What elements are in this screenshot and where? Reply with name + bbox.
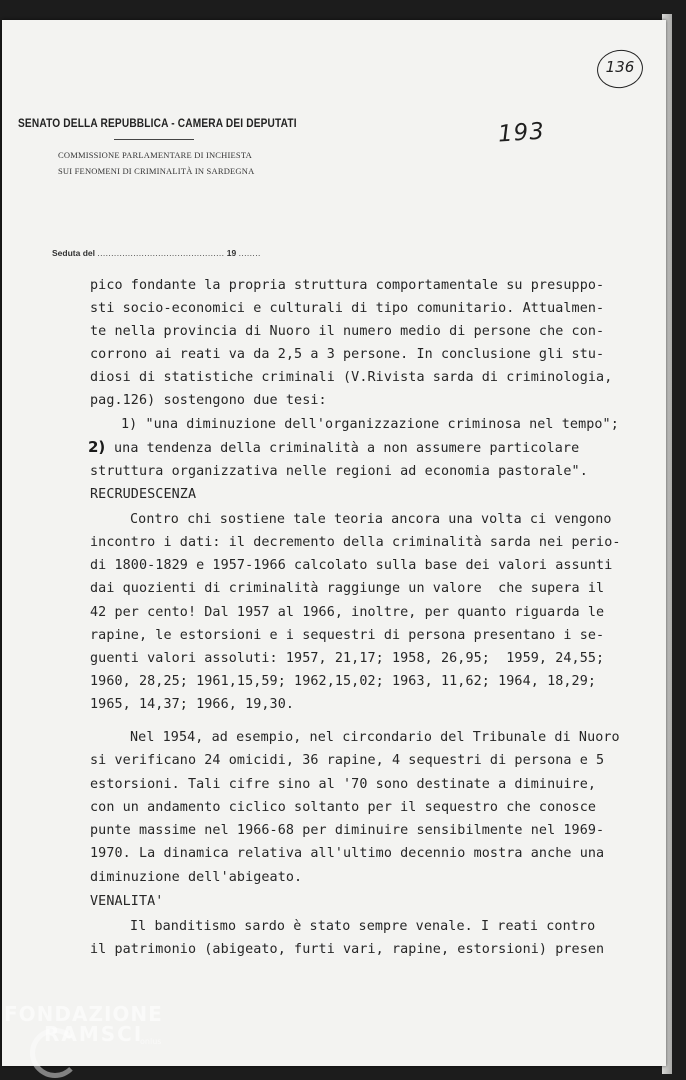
text-line: estorsioni. Tali cifre sino al '70 sono destinate a diminuire,: [90, 777, 597, 792]
text-line: con un andamento ciclico soltanto per il sequestro che conosce: [90, 800, 597, 815]
text-line: rapine, le estorsioni e i sequestri di persona presentano i se-: [90, 628, 605, 643]
text-line: diosi di statistiche criminali (V.Rivista sarda di criminologia,: [90, 370, 613, 385]
text-line: Il banditismo sardo è stato sempre venale. I reati contro: [130, 919, 596, 934]
seduta-year-dots: ........: [238, 248, 261, 258]
watermark: [4, 1004, 163, 1046]
seduta-dots: ..............................................: [97, 248, 225, 258]
text-line: guenti valori assoluti: 1957, 21,17; 1958, 26,95; 1959, 24,55;: [90, 651, 605, 666]
section-heading: VENALITA': [90, 894, 164, 909]
watermark-line-1: FONDAZIONE: [4, 1002, 163, 1026]
text-line: sti socio-economici e culturali di tipo comunitario. Attualmen-: [90, 301, 605, 316]
commission-line-1: COMMISSIONE PARLAMENTARE DI INCHIESTA: [58, 150, 252, 160]
institution-header: SENATO DELLA REPUBBLICA - CAMERA DEI DEPUTATI: [18, 118, 297, 130]
text-line: 1960, 28,25; 1961,15,59; 1962,15,02; 1963, 11,62; 1964, 18,29;: [90, 674, 597, 689]
text-line: Contro chi sostiene tale teoria ancora una volta ci vengono: [130, 512, 612, 527]
handwritten-point-marker: 2): [88, 438, 106, 456]
text-line: punte massime nel 1966-68 per diminuire sensibilmente nel 1969-: [90, 823, 605, 838]
text-line: una tendenza della criminalità a non assumere particolare: [114, 441, 580, 456]
text-line: 1965, 14,37; 1966, 19,30.: [90, 697, 295, 712]
document-page: [2, 20, 666, 1066]
text-line: struttura organizzativa nelle regioni ad economia pastorale".: [90, 464, 588, 479]
section-heading: RECRUDESCENZA: [90, 487, 197, 502]
handwritten-page-number: 193: [497, 118, 546, 148]
text-line: incontro i dati: il decremento della criminalità sarda nei perio-: [90, 535, 621, 550]
text-line: diminuzione dell'abigeato.: [90, 870, 303, 885]
text-line: Nel 1954, ad esempio, nel circondario del Tribunale di Nuoro: [130, 730, 620, 745]
commission-line-2: SUI FENOMENI DI CRIMINALITÀ IN SARDEGNA: [58, 166, 255, 176]
body-text: [2, 20, 666, 1066]
seduta-label: Seduta del: [52, 248, 95, 258]
text-line: si verificano 24 omicidi, 36 rapine, 4 sequestri di persona e 5: [90, 753, 605, 768]
seduta-year: 19: [226, 248, 237, 258]
text-line: dai quozienti di criminalità raggiunge un valore che supera il: [90, 581, 605, 596]
text-line: pag.126) sostengono due tesi:: [90, 393, 327, 408]
text-line: te nella provincia di Nuoro il numero medio di persone che con-: [90, 324, 605, 339]
archive-number: 136: [605, 58, 635, 76]
text-line: di 1800-1829 e 1957-1966 calcolato sulla base dei valori assunti: [90, 558, 613, 573]
watermark-line-3: onlus: [140, 1037, 162, 1046]
text-line: 1970. La dinamica relativa all'ultimo decennio mostra anche una: [90, 846, 605, 861]
watermark-line-2: RAMSCI: [44, 1022, 144, 1046]
text-line: corrono ai reati va da 2,5 a 3 persone. In conclusione gli stu-: [90, 347, 605, 362]
text-line: il patrimonio (abigeato, furti vari, rapine, estorsioni) presen: [90, 942, 605, 957]
text-line: pico fondante la propria struttura comportamentale su presuppo-: [90, 278, 605, 293]
text-line: 42 per cento! Dal 1957 al 1966, inoltre, per quanto riguarda le: [90, 605, 605, 620]
text-line: 1) "una diminuzione dell'organizzazione criminosa nel tempo";: [121, 417, 619, 432]
